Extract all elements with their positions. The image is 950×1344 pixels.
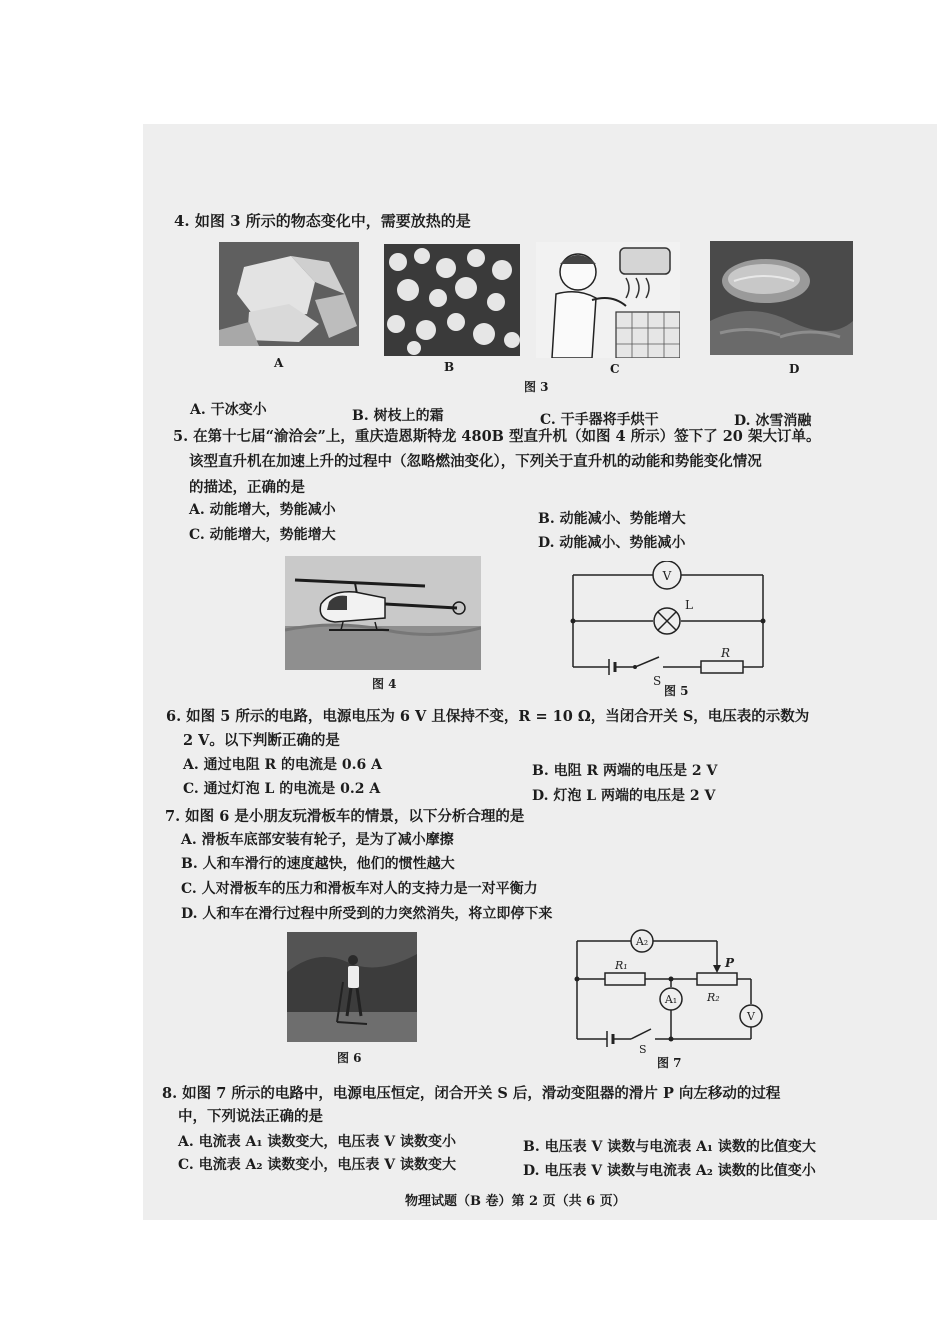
- q5-stem-line3: 的描述，正确的是: [189, 479, 305, 496]
- fig5-voltmeter-label: V: [662, 569, 672, 583]
- q4-option-a: A. 干冰变小: [190, 402, 267, 418]
- fig7-switch-label: S: [639, 1043, 647, 1056]
- fig7-r1-label: R₁: [615, 959, 628, 972]
- q6-stem-line2: 2 V。以下判断正确的是: [183, 732, 340, 749]
- page-footer: 物理试题（B 卷）第 2 页（共 6 页）: [405, 1194, 626, 1209]
- fig3-b-frost-photo: [384, 244, 520, 356]
- fig7-slider-p-label: P: [725, 956, 735, 970]
- q6-stem-line1: 6. 如图 5 所示的电路，电源电压为 6 V 且保持不变，R = 10 Ω，当闭合开关 S，电压表的示数为: [166, 708, 810, 725]
- q4-option-c: C. 干手器将手烘干: [540, 412, 659, 428]
- q6-option-d: D. 灯泡 L 两端的电压是 2 V: [532, 788, 716, 804]
- q7-option-c: C. 人对滑板车的压力和滑板车对人的支持力是一对平衡力: [181, 881, 538, 897]
- fig3-label-b: B: [444, 360, 455, 374]
- fig5-switch-label: S: [653, 674, 662, 688]
- fig7-voltmeter-label: V: [747, 1010, 755, 1023]
- q6-option-a: A. 通过电阻 R 的电流是 0.6 A: [183, 757, 382, 773]
- fig3-a-dry-ice-photo: [219, 242, 359, 346]
- fig5-lamp-label: L: [685, 598, 693, 612]
- fig6-scooter-photo: [287, 932, 417, 1042]
- q8-option-c: C. 电流表 A₂ 读数变小，电压表 V 读数变大: [178, 1157, 456, 1173]
- fig3-caption: 图 3: [524, 380, 549, 394]
- q7-stem: 7. 如图 6 是小朋友玩滑板车的情景，以下分析合理的是: [165, 808, 525, 825]
- q4-option-d: D. 冰雪消融: [734, 413, 812, 429]
- fig3-d-melting-snow-photo: [710, 241, 853, 355]
- fig7-circuit-diagram: [569, 929, 769, 1059]
- fig5-resistor-label: R: [721, 646, 731, 660]
- q6-option-c: C. 通过灯泡 L 的电流是 0.2 A: [183, 781, 381, 797]
- q8-option-d: D. 电压表 V 读数与电流表 A₂ 读数的比值变小: [523, 1163, 816, 1179]
- fig3-c-hand-dryer-drawing: [536, 242, 680, 358]
- q7-option-b: B. 人和车滑行的速度越快，他们的惯性越大: [181, 856, 455, 872]
- q5-option-c: C. 动能增大，势能增大: [189, 527, 336, 543]
- q5-option-b: B. 动能减小、势能增大: [538, 511, 686, 527]
- q5-option-d: D. 动能减小、势能减小: [538, 535, 686, 551]
- q8-option-b: B. 电压表 V 读数与电流表 A₁ 读数的比值变大: [523, 1139, 816, 1155]
- fig3-label-c: C: [610, 362, 620, 376]
- fig3-label-a: A: [274, 356, 284, 370]
- q8-stem-line1: 8. 如图 7 所示的电路中，电源电压恒定，闭合开关 S 后，滑动变阻器的滑片 P 向左移动的过程: [162, 1085, 781, 1102]
- q4-stem: 4. 如图 3 所示的物态变化中，需要放热的是: [174, 212, 471, 230]
- q5-stem-line2: 该型直升机在加速上升的过程中（忽略燃油变化），下列关于直升机的动能和势能变化情况: [189, 453, 762, 470]
- q7-option-a: A. 滑板车底部安装有轮子，是为了减小摩擦: [181, 832, 454, 848]
- fig4-helicopter-photo: [285, 556, 481, 670]
- fig5-caption: 图 5: [664, 684, 689, 698]
- fig7-caption: 图 7: [657, 1056, 682, 1070]
- fig7-r2-label: R₂: [707, 991, 720, 1004]
- q8-stem-line2: 中，下列说法正确的是: [178, 1108, 323, 1125]
- q7-option-d: D. 人和车在滑行过程中所受到的力突然消失，将立即停下来: [181, 906, 553, 922]
- q5-stem-line1: 5. 在第十七届“渝洽会”上，重庆造恩斯特龙 480B 型直升机（如图 4 所示）签下了 20 架大订单。: [173, 428, 821, 445]
- fig7-ammeter-a1-label: A₁: [664, 993, 678, 1006]
- exam-page: [143, 124, 937, 1220]
- q4-option-b: B. 树枝上的霜: [352, 408, 444, 424]
- q8-option-a: A. 电流表 A₁ 读数变大，电压表 V 读数变小: [178, 1134, 456, 1150]
- q6-option-b: B. 电阻 R 两端的电压是 2 V: [532, 763, 718, 779]
- q5-option-a: A. 动能增大，势能减小: [189, 502, 336, 518]
- fig4-caption: 图 4: [372, 677, 397, 691]
- fig3-label-d: D: [789, 362, 800, 376]
- fig6-caption: 图 6: [337, 1051, 362, 1065]
- fig7-ammeter-a2-label: A₂: [635, 935, 649, 948]
- fig5-circuit-diagram: [563, 561, 773, 691]
